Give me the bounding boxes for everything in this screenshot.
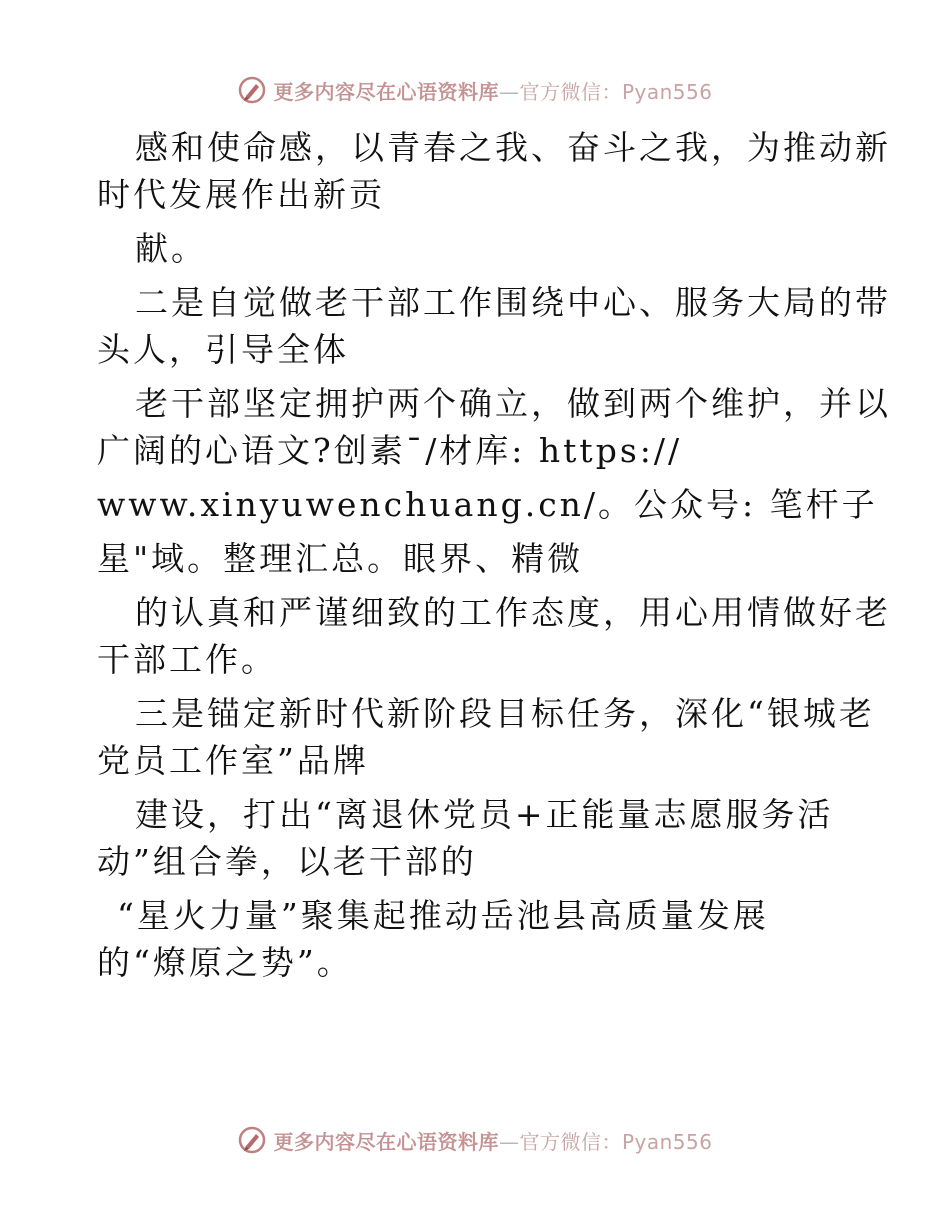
text-line: 的认真和严谨细致的工作态度，用心用情做好老 — [135, 593, 891, 632]
text-line: www.xinyuwenchuang.cn/。公众号: 笔杆子 — [97, 485, 878, 524]
banner-text — [273, 1126, 712, 1155]
document-body — [97, 124, 891, 986]
text-line: 时代发展作出新贡 — [97, 175, 385, 214]
footer-banner — [0, 1120, 950, 1160]
header-banner — [0, 70, 950, 110]
text-line: 老干部坚定拥护两个确立，做到两个维护，并以 — [135, 384, 891, 423]
banner-text — [273, 76, 712, 105]
text-line: 干部工作。 — [97, 640, 277, 679]
pen-logo-icon — [237, 1125, 267, 1155]
text-line: 星"域。整理汇总。眼界、精微 — [97, 539, 584, 578]
banner-dash: — — [498, 1129, 520, 1154]
banner-main-text: 更多内容尽在心语资料库 — [273, 1129, 499, 1154]
text-line: 头人，引导全体 — [97, 330, 349, 369]
banner-suffix-text: 官方微信：Pyan556 — [519, 1129, 713, 1154]
text-line: “星火力量”聚集起推动岳池县高质量发展 — [117, 896, 769, 935]
text-line: 动”组合拳，以老干部的 — [97, 842, 477, 881]
text-line: 感和使命感，以青春之我、奋斗之我，为推动新 — [135, 128, 891, 167]
banner-suffix-text: 官方微信：Pyan556 — [519, 79, 713, 104]
banner-dash: — — [498, 79, 520, 104]
text-line: 建设，打出“离退休党员+正能量志愿服务活 — [135, 795, 834, 834]
text-line: 二是自觉做老干部工作围绕中心、服务大局的带 — [135, 283, 891, 322]
text-line: 献。 — [135, 229, 207, 268]
text-line: 党员工作室”品牌 — [97, 741, 369, 780]
banner-main-text: 更多内容尽在心语资料库 — [273, 79, 499, 104]
pen-logo-icon — [237, 75, 267, 105]
text-line: 广阔的心语文?创素¯/材库: https:// — [97, 431, 683, 470]
text-line: 三是锚定新时代新阶段目标任务，深化“银城老 — [135, 694, 875, 733]
text-line: 的“燎原之势”。 — [97, 943, 353, 982]
